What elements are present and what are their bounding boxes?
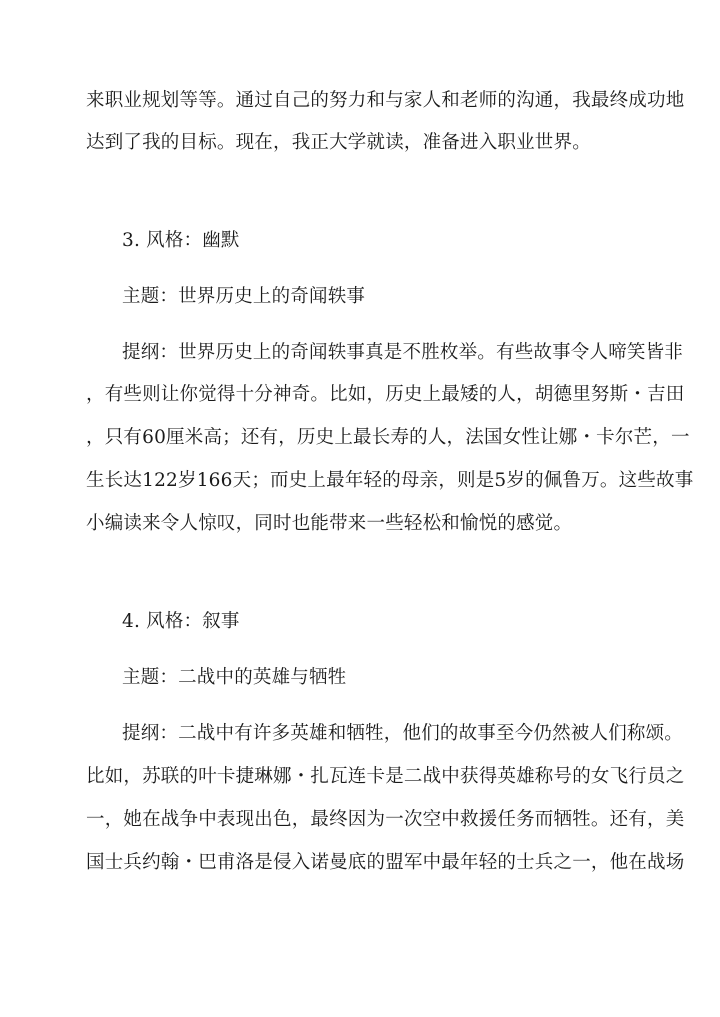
section-4-outline-line-4: 国士兵约翰・巴甫洛是侵入诺曼底的盟军中最年轻的士兵之一，他在战场 [86, 852, 685, 873]
section-3-outline-line-2: ，有些则让你觉得十分神奇。比如，历史上最矮的人，胡德里努斯・吉田 [86, 384, 685, 405]
section-4-outline-line-2: 比如，苏联的叶卡捷琳娜・扎瓦连卡是二战中获得英雄称号的女飞行员之 [86, 766, 685, 787]
intro-line-1: 来职业规划等等。通过自己的努力和与家人和老师的沟通，我最终成功地 [86, 90, 685, 111]
section-3-outline-line-4: 生长达122岁166天；而史上最年轻的母亲，则是5岁的佩鲁万。这些故事 [86, 470, 694, 491]
section-4-outline-line-3: 一，她在战争中表现出色，最终因为一次空中救援任务而牺牲。还有，美 [86, 809, 685, 830]
section-4-topic: 主题：二战中的英雄与牺牲 [122, 667, 347, 688]
section-3-outline-line-1: 提纲：世界历史上的奇闻轶事真是不胜枚举。有些故事令人啼笑皆非 [122, 342, 684, 363]
intro-line-2: 达到了我的目标。现在，我正大学就读，准备进入职业世界。 [86, 132, 591, 153]
section-3-outline-line-5: 小编读来令人惊叹，同时也能带来一些轻松和愉悦的感觉。 [86, 513, 573, 534]
section-3-topic: 主题：世界历史上的奇闻轶事 [122, 286, 366, 307]
section-3-style: 3. 风格：幽默 [122, 230, 240, 251]
section-4-style: 4. 风格：叙事 [122, 611, 240, 632]
section-4-outline-line-1: 提纲：二战中有许多英雄和牺牲，他们的故事至今仍然被人们称颂。 [122, 723, 684, 744]
section-3-outline-line-3: ，只有60厘米高；还有，历史上最长寿的人，法国女性让娜・卡尔芒，一 [86, 427, 690, 448]
